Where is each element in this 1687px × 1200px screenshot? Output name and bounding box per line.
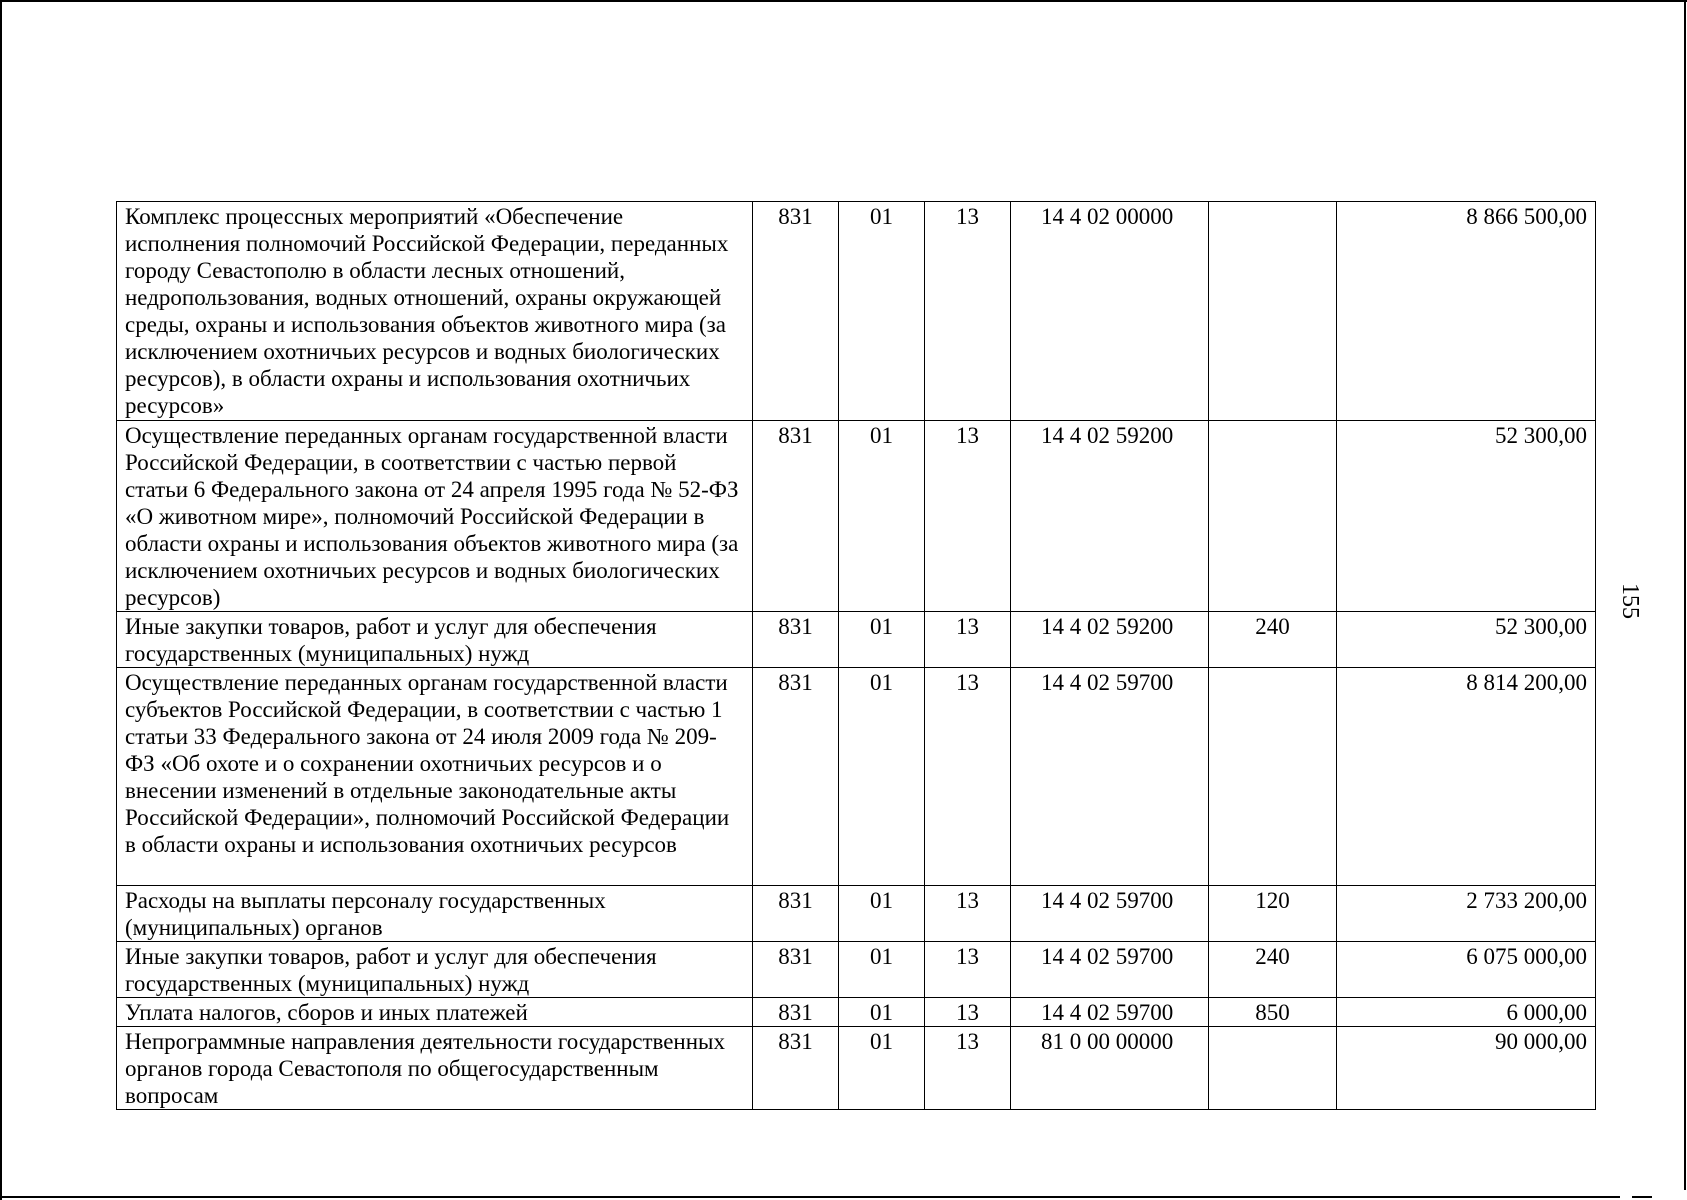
page-border-bottom bbox=[0, 1196, 1620, 1198]
budget-table bbox=[116, 201, 1596, 1110]
table-row bbox=[117, 998, 1596, 1027]
target-article-code: 14 4 02 59200 bbox=[1011, 612, 1209, 668]
subsection-code: 13 bbox=[925, 886, 1011, 942]
ministry-code: 831 bbox=[753, 1027, 839, 1110]
table-body bbox=[117, 202, 1596, 1110]
page-border-left bbox=[0, 0, 2, 1200]
row-name: Расходы на выплаты персоналу государственных (муниципальных) органов bbox=[117, 886, 753, 942]
table-row bbox=[117, 886, 1596, 942]
expense-type-code: 240 bbox=[1209, 942, 1337, 998]
ministry-code: 831 bbox=[753, 202, 839, 421]
section-code: 01 bbox=[839, 886, 925, 942]
expense-type-code: 240 bbox=[1209, 612, 1337, 668]
expense-type-code bbox=[1209, 1027, 1337, 1110]
section-code: 01 bbox=[839, 668, 925, 886]
section-code: 01 bbox=[839, 202, 925, 421]
ministry-code: 831 bbox=[753, 612, 839, 668]
row-name: Осуществление переданных органам государственной власти Российской Федерации, в соответствии с частью первой статьи 6 Федерального закона от 24 апреля 1995 года № 52-ФЗ «О животном мире», полномочий Российской Федерации в области охраны и использования объектов животного мира (за исключением охотничьих ресурсов и водных биологических ресурсов) bbox=[117, 421, 753, 612]
target-article-code: 14 4 02 00000 bbox=[1011, 202, 1209, 421]
section-code: 01 bbox=[839, 421, 925, 612]
subsection-code: 13 bbox=[925, 998, 1011, 1027]
row-name: Непрограммные направления деятельности государственных органов города Севастополя по общегосударственным вопросам bbox=[117, 1027, 753, 1110]
target-article-code: 14 4 02 59700 bbox=[1011, 668, 1209, 886]
expense-type-code: 850 bbox=[1209, 998, 1337, 1027]
page-border-right bbox=[1684, 0, 1686, 1190]
row-name: Уплата налогов, сборов и иных платежей bbox=[117, 998, 753, 1027]
section-code: 01 bbox=[839, 942, 925, 998]
amount: 6 000,00 bbox=[1337, 998, 1596, 1027]
target-article-code: 14 4 02 59700 bbox=[1011, 942, 1209, 998]
page-number: 155 bbox=[1617, 583, 1643, 619]
amount: 8 814 200,00 bbox=[1337, 668, 1596, 886]
ministry-code: 831 bbox=[753, 942, 839, 998]
page-border-bottom-tail bbox=[1632, 1196, 1652, 1198]
amount: 6 075 000,00 bbox=[1337, 942, 1596, 998]
table-row bbox=[117, 668, 1596, 886]
section-code: 01 bbox=[839, 1027, 925, 1110]
ministry-code: 831 bbox=[753, 421, 839, 612]
amount: 90 000,00 bbox=[1337, 1027, 1596, 1110]
amount: 52 300,00 bbox=[1337, 421, 1596, 612]
page-border-top bbox=[0, 0, 1687, 2]
table-row bbox=[117, 202, 1596, 421]
target-article-code: 81 0 00 00000 bbox=[1011, 1027, 1209, 1110]
row-name: Иные закупки товаров, работ и услуг для обеспечения государственных (муниципальных) нужд bbox=[117, 612, 753, 668]
ministry-code: 831 bbox=[753, 886, 839, 942]
table-row bbox=[117, 942, 1596, 998]
table-row bbox=[117, 612, 1596, 668]
amount: 52 300,00 bbox=[1337, 612, 1596, 668]
subsection-code: 13 bbox=[925, 612, 1011, 668]
amount: 2 733 200,00 bbox=[1337, 886, 1596, 942]
row-name: Осуществление переданных органам государственной власти субъектов Российской Федерации, в соответствии с частью 1 статьи 33 Федерального закона от 24 июля 2009 года № 209-ФЗ «Об охоте и о сохранении охотничьих ресурсов и о внесении изменений в отдельные законодательные акты Российской Федерации», полномочий Российской Федерации в области охраны и использования охотничьих ресурсов bbox=[117, 668, 753, 886]
subsection-code: 13 bbox=[925, 668, 1011, 886]
subsection-code: 13 bbox=[925, 421, 1011, 612]
amount: 8 866 500,00 bbox=[1337, 202, 1596, 421]
ministry-code: 831 bbox=[753, 668, 839, 886]
expense-type-code: 120 bbox=[1209, 886, 1337, 942]
ministry-code: 831 bbox=[753, 998, 839, 1027]
subsection-code: 13 bbox=[925, 202, 1011, 421]
target-article-code: 14 4 02 59700 bbox=[1011, 998, 1209, 1027]
subsection-code: 13 bbox=[925, 942, 1011, 998]
target-article-code: 14 4 02 59200 bbox=[1011, 421, 1209, 612]
table-row bbox=[117, 421, 1596, 612]
target-article-code: 14 4 02 59700 bbox=[1011, 886, 1209, 942]
subsection-code: 13 bbox=[925, 1027, 1011, 1110]
table-row bbox=[117, 1027, 1596, 1110]
expense-type-code bbox=[1209, 421, 1337, 612]
expense-type-code bbox=[1209, 202, 1337, 421]
row-name: Комплекс процессных мероприятий «Обеспечение исполнения полномочий Российской Федерации, переданных городу Севастополю в области лесных отношений, недропользования, водных отношений, охраны окружающей среды, охраны и использования объектов животного мира (за исключением охотничьих ресурсов и водных биологических ресурсов), в области охраны и использования охотничьих ресурсов» bbox=[117, 202, 753, 421]
section-code: 01 bbox=[839, 612, 925, 668]
expense-type-code bbox=[1209, 668, 1337, 886]
row-name: Иные закупки товаров, работ и услуг для обеспечения государственных (муниципальных) нужд bbox=[117, 942, 753, 998]
section-code: 01 bbox=[839, 998, 925, 1027]
